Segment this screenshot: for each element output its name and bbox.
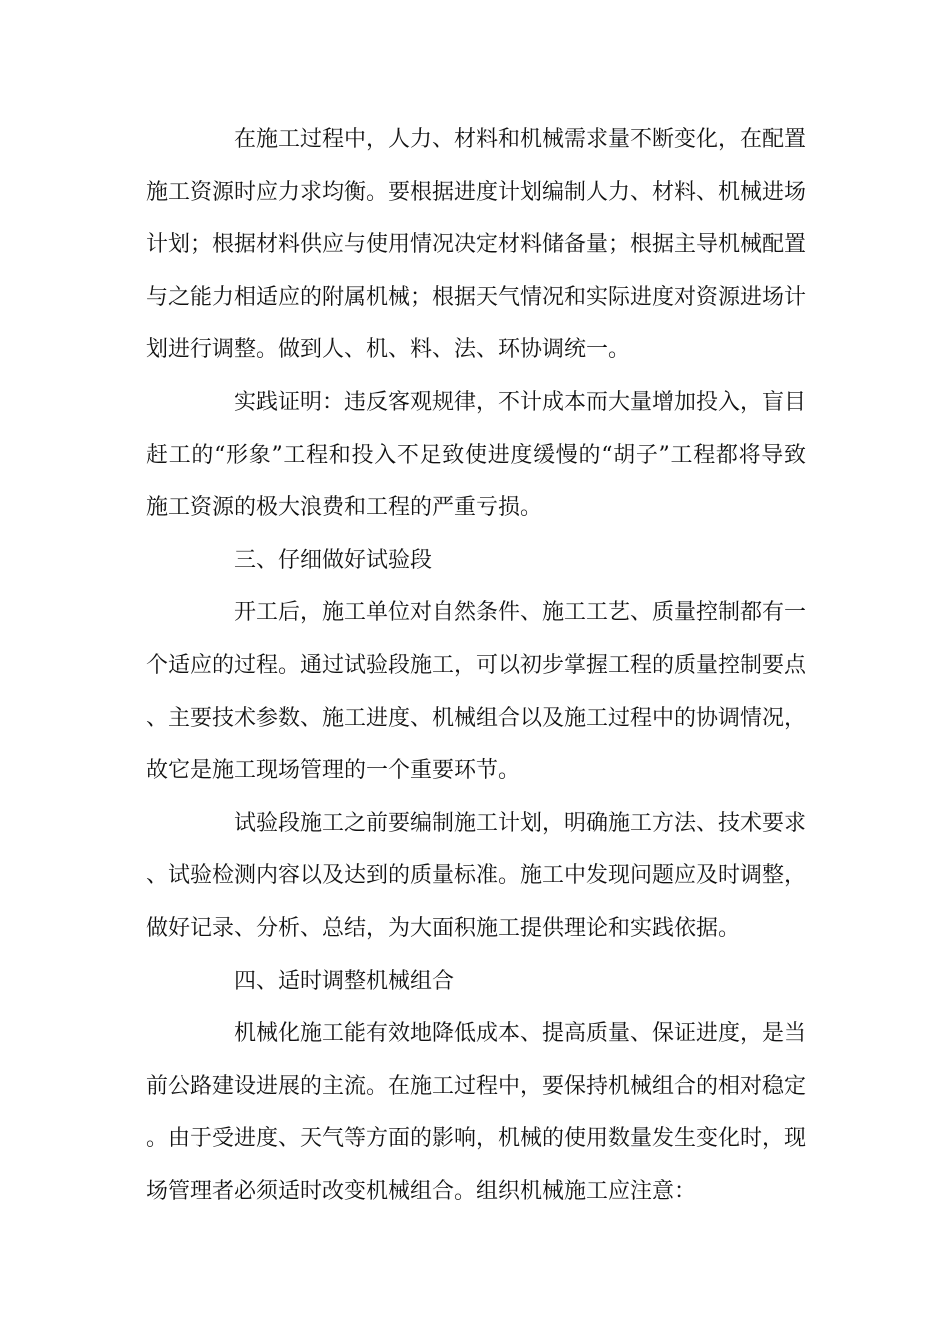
- section-heading-trial-section: 三、仔细做好试验段: [234, 547, 433, 573]
- section-heading-machine-combination: 四、适时调整机械组合: [234, 968, 455, 994]
- paragraph-practice-proof: 实践证明：违反客观规律，不计成本而大量增加投入，盲目赶工的“形象”工程和投入不足致使进度缓慢的“胡子”工程都将导致施工资源的极大浪费和工程的严重亏损。: [146, 389, 807, 521]
- paragraph-trial-section-plan: 试验段施工之前要编制施工计划，明确施工方法、技术要求、试验检测内容以及达到的质量标准。施工中发现问题应及时调整，做好记录、分析、总结，为大面积施工提供理论和实践依据。: [146, 810, 807, 941]
- paragraph-trial-section-intro: 开工后，施工单位对自然条件、施工工艺、质量控制都有一个适应的过程。通过试验段施工，可以初步掌握工程的质量控制要点、主要技术参数、施工进度、机械组合以及施工过程中的协调情况，故它是施工现场管理的一个重要环节。: [146, 600, 807, 784]
- paragraph-resource-balance: 在施工过程中，人力、材料和机械需求量不断变化，在配置施工资源时应力求均衡。要根据进度计划编制人力、材料、机械进场计划；根据材料供应与使用情况决定材料储备量；根据主导机械配置与之能力相适应的附属机械；根据天气情况和实际进度对资源进场计划进行调整。做到人、机、料、法、环协调统一。: [146, 127, 807, 363]
- document-body: [146, 114, 806, 1218]
- paragraph-machine-construction: 机械化施工能有效地降低成本、提高质量、保证进度，是当前公路建设进展的主流。在施工过程中，要保持机械组合的相对稳定。由于受进度、天气等方面的影响，机械的使用数量发生变化时，现场管理者必须适时改变机械组合。组织机械施工应注意：: [146, 1021, 807, 1204]
